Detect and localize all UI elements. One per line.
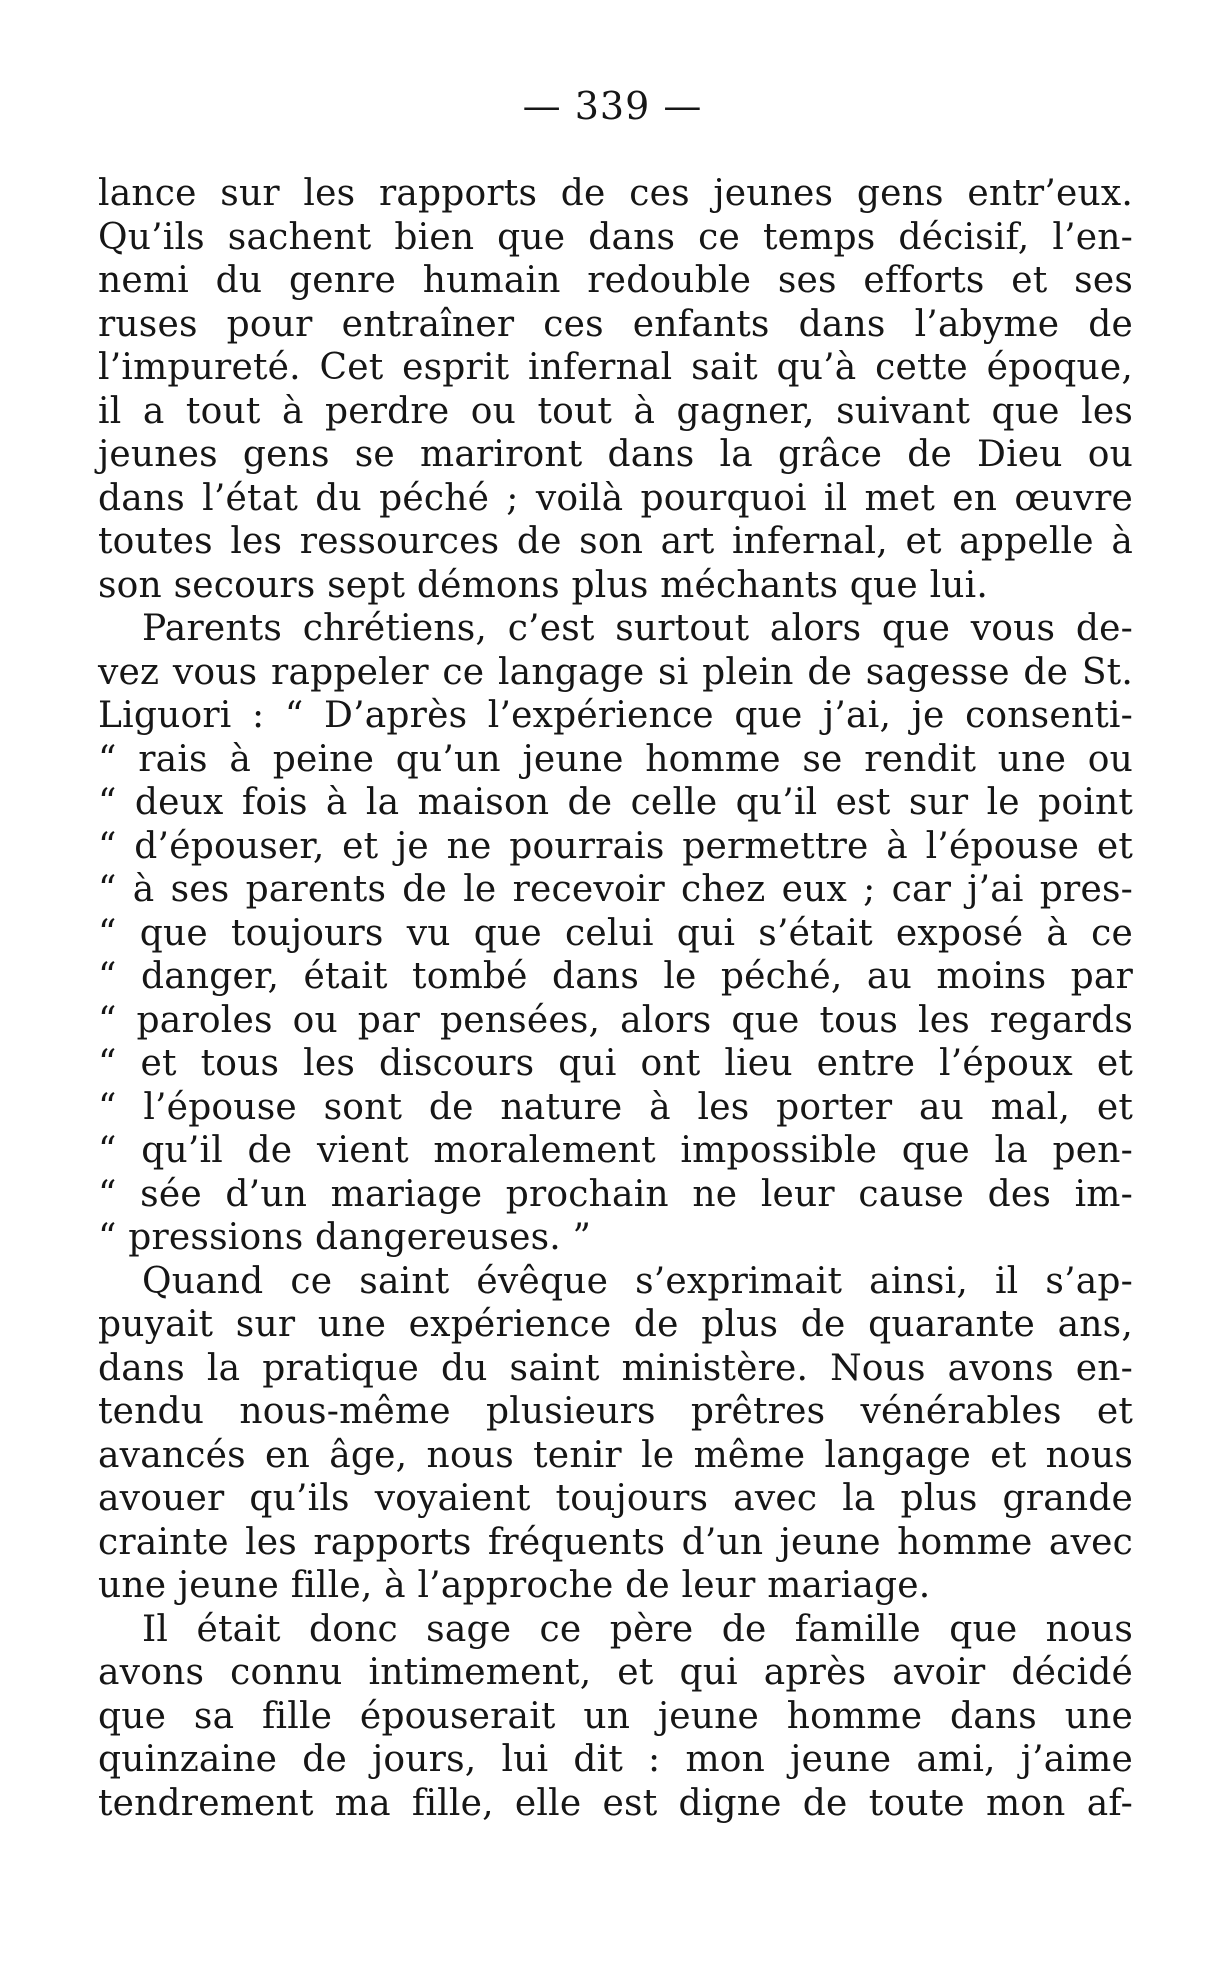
text-line: tendu nous-même plusieurs prêtres vénérables et <box>98 1391 1133 1432</box>
text-line: “ et tous les discours qui ont lieu entre l’époux et <box>98 1043 1133 1084</box>
text-line: puyait sur une expérience de plus de quarante ans, <box>98 1304 1133 1345</box>
text-line: nemi du genre humain redouble ses efforts et ses <box>98 260 1133 301</box>
text-line: avons connu intimement, et qui après avoir décidé <box>98 1652 1133 1693</box>
page-number: — 339 — <box>522 84 703 128</box>
text-line: dans la pratique du saint ministère. Nous avons en- <box>98 1347 1133 1389</box>
text-line: “ l’épouse sont de nature à les porter au mal, et <box>98 1086 1133 1128</box>
text-line: Liguori : “ D’après l’expérience que j’ai, je consenti- <box>98 695 1133 736</box>
text-line: Parents chrétiens, c’est surtout alors que vous de- <box>142 608 1133 649</box>
text-line: il a tout à perdre ou tout à gagner, suivant que les <box>98 390 1133 432</box>
text-line: Qu’ils sachent bien que dans ce temps décisif, l’en- <box>98 216 1133 258</box>
text-line: quinzaine de jours, lui dit : mon jeune ami, j’aime <box>98 1739 1133 1780</box>
text-line: “ paroles ou par pensées, alors que tous les regards <box>98 999 1133 1041</box>
text-line: “ d’épouser, et je ne pourrais permettre à l’épouse et <box>98 825 1133 867</box>
text-line: “ rais à peine qu’un jeune homme se rendit une ou <box>98 738 1133 780</box>
text-line: “ deux fois à la maison de celle qu’il est sur le point <box>98 782 1133 823</box>
text-line: dans l’état du péché ; voilà pourquoi il met en œuvre <box>98 477 1133 519</box>
text-line: vez vous rappeler ce langage si plein de sagesse de St. <box>98 651 1133 693</box>
text-line: lance sur les rapports de ces jeunes gens entr’eux. <box>98 173 1133 214</box>
text-line: Quand ce saint évêque s’exprimait ainsi, il s’ap- <box>142 1260 1133 1302</box>
body-text <box>98 172 1133 1825</box>
paragraph-1 <box>98 172 1133 607</box>
text-line: son secours sept démons plus méchants que lui. <box>98 564 989 606</box>
paragraph-4 <box>98 1608 1133 1826</box>
text-line: une jeune fille, à l’approche de leur mariage. <box>98 1565 931 1606</box>
text-line: que sa fille épouserait un jeune homme dans une <box>98 1695 1133 1737</box>
text-line: “ sée d’un mariage prochain ne leur cause des im- <box>98 1173 1133 1215</box>
text-line: avouer qu’ils voyaient toujours avec la plus grande <box>98 1478 1133 1519</box>
text-line: ruses pour entraîner ces enfants dans l’abyme de <box>98 303 1133 345</box>
text-line: toutes les ressources de son art infernal, et appelle à <box>98 521 1133 562</box>
paragraph-2 <box>98 607 1133 1260</box>
text-line: “ qu’il de vient moralement impossible que la pen- <box>98 1130 1133 1171</box>
text-line: tendrement ma fille, elle est digne de toute mon af- <box>98 1782 1133 1824</box>
text-line: jeunes gens se mariront dans la grâce de Dieu ou <box>98 434 1133 475</box>
text-line: crainte les rapports fréquents d’un jeune homme avec <box>98 1521 1133 1563</box>
text-line: “ pressions dangereuses. ” <box>98 1217 592 1258</box>
text-line: “ que toujours vu que celui qui s’était exposé à ce <box>98 912 1133 954</box>
text-line: “ à ses parents de le recevoir chez eux ; car j’ai pres- <box>98 869 1133 910</box>
text-line: avancés en âge, nous tenir le même langage et nous <box>98 1434 1133 1476</box>
text-line: “ danger, était tombé dans le péché, au moins par <box>98 956 1133 997</box>
text-line: Il était donc sage ce père de famille que nous <box>142 1608 1133 1650</box>
paragraph-3 <box>98 1260 1133 1608</box>
text-line: l’impureté. Cet esprit infernal sait qu’à cette époque, <box>98 347 1133 388</box>
